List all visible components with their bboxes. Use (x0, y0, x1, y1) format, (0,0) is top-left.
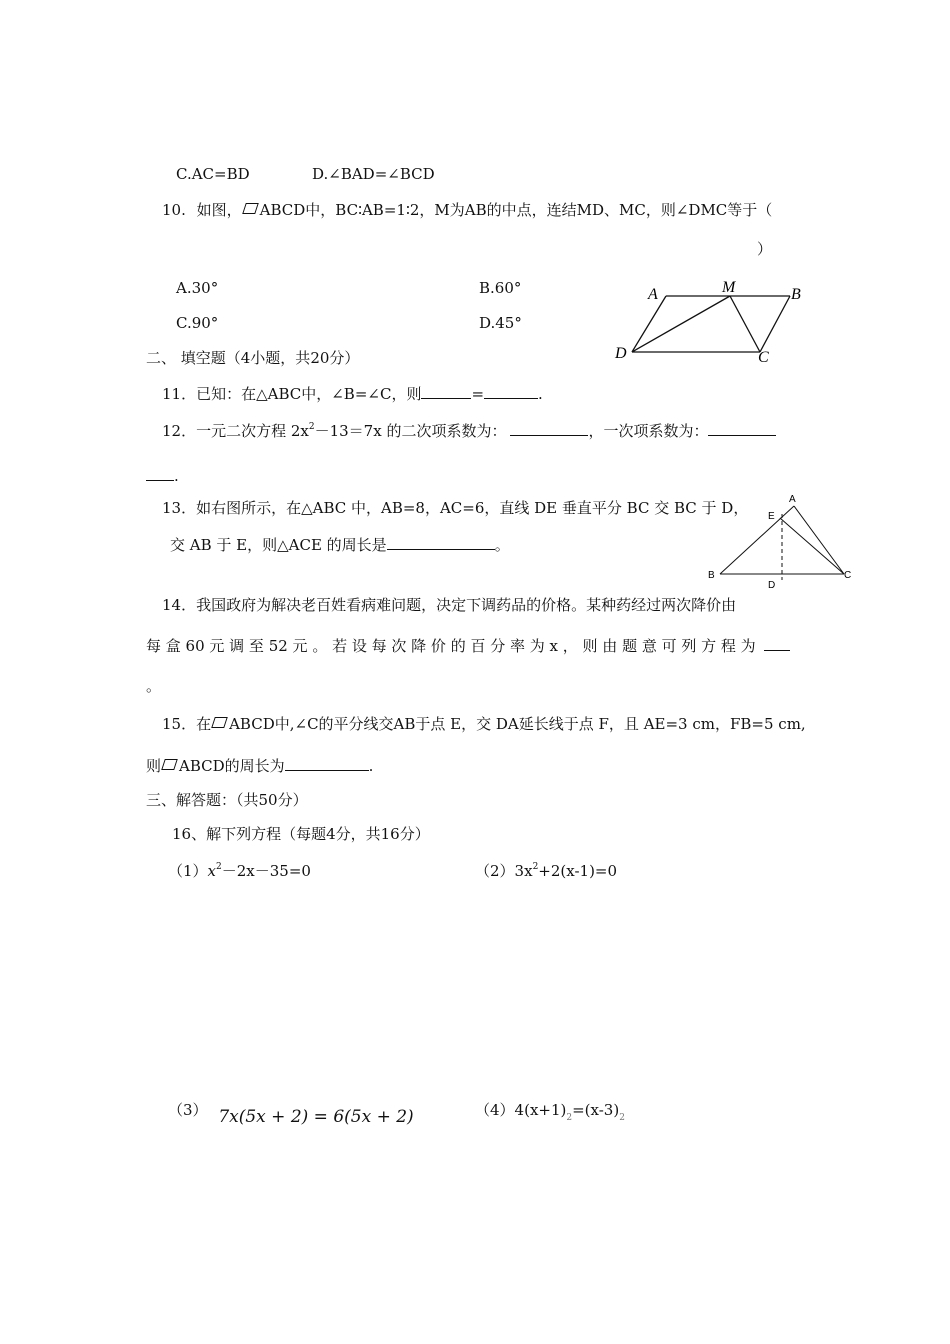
q10-option-a: A.30° (176, 279, 219, 297)
fig2-label-a: A (789, 494, 796, 505)
q11-question (162, 384, 543, 404)
q12-continued (146, 466, 179, 486)
q15-part3: AB于点 E，交 DA延长线于点 F，且 AE=3 cm，FB=5 cm, (393, 715, 806, 733)
q16-equation-4 (475, 1100, 625, 1128)
fig1-label-b: B (791, 286, 801, 303)
q12-text-2: －13＝7x 的二次项系数为： (314, 422, 507, 440)
triangle-figure (700, 488, 860, 592)
eq3-label: （3） (168, 1101, 208, 1119)
q12-text-1: 12．一元二次方程 2x (162, 422, 309, 440)
q10-part4: MD、MC，则∠DMC等于（ (576, 201, 773, 219)
eq4-sub-1: 2 (566, 1113, 573, 1123)
parallelogram-icon (242, 203, 259, 214)
fig1-label-d: D (615, 345, 627, 362)
q15-line-2 (146, 756, 373, 776)
q10-option-b: B.60° (479, 279, 522, 297)
fig2-label-d: D (768, 580, 776, 591)
parallelogram-icon (211, 717, 228, 728)
eq1-sup: 2 (216, 862, 222, 872)
q10-number: 10. (162, 201, 186, 219)
parallelogram-icon (161, 759, 178, 770)
eq4-mid: =(x-3) (572, 1101, 620, 1119)
q11-text: 11．已知：在△ABC中，∠B=∠C，则 (162, 385, 422, 403)
q14-line-3: 。 (146, 677, 162, 695)
fig1-label-c: C (758, 349, 769, 366)
q15-line-1 (162, 714, 806, 734)
q16-title: 16、解下列方程（每题4分，共16分） (172, 825, 430, 843)
q15-part2: ABCD中,∠C的平分线交 (229, 715, 394, 733)
parallelogram-figure (610, 276, 810, 368)
section-2-heading: 二、 填空题（4小题，共20分） (146, 349, 360, 367)
q15-blank[interactable] (285, 756, 369, 771)
q12-question (162, 421, 776, 441)
q11-blank-1[interactable] (421, 384, 471, 399)
eq2-a: 3x (514, 862, 533, 880)
fig2-label-b: B (708, 570, 715, 581)
q11-end: . (538, 385, 543, 403)
q10-intro: 如图， (196, 201, 242, 219)
eq1-x: x (207, 862, 217, 880)
q12-blank-2[interactable] (708, 421, 776, 436)
q11-blank-2[interactable] (484, 384, 538, 399)
q10-option-c: C.90° (176, 314, 219, 332)
q13-line-2 (170, 535, 510, 555)
q10-close-paren: ） (757, 240, 773, 258)
eq4-sub-2: 2 (619, 1113, 625, 1123)
q10-question (162, 200, 772, 220)
q14-text: 每 盒 60 元 调 至 52 元 。 若 设 每 次 降 价 的 百 分 率 为 x ， 则 由 题 意 可 列 方 程 为 (146, 637, 756, 655)
q12-text-3: ，一次项系数为： (588, 422, 709, 440)
q13-line-1: 13．如右图所示，在△ABC 中，AB=8，AC=6，直线 DE 垂直平分 BC 交 BC 于 D， (162, 499, 749, 517)
q16-equation-3 (168, 1100, 414, 1127)
q12-sup: 2 (308, 422, 315, 432)
q15-part1: 15．在 (162, 715, 212, 733)
q13-blank[interactable] (387, 535, 495, 550)
fig1-label-a: A (648, 286, 658, 303)
q16-equation-1 (168, 861, 311, 881)
q15-line2-a: 则 (146, 757, 162, 775)
q12-blank-2-cont[interactable] (146, 466, 174, 481)
eq3-expression: 7x(5x + 2) = 6(5x + 2) (218, 1107, 414, 1127)
q9-option-d: D.∠BAD=∠BCD (312, 165, 435, 183)
eq2-label: （2） (475, 862, 515, 880)
fig1-label-m: M (722, 279, 736, 296)
q10-option-d: D.45° (479, 314, 522, 332)
fig2-label-c: C (844, 570, 852, 581)
q10-part1: ABCD中， (259, 201, 336, 219)
q13-end: 。 (494, 536, 510, 554)
eq2-rest: +2(x-1)=0 (538, 862, 618, 880)
q14-blank[interactable] (764, 636, 790, 651)
q9-option-c: C.AC=BD (176, 165, 250, 183)
q11-equals: = (471, 385, 485, 403)
eq1-rest: －2x－35=0 (221, 862, 311, 880)
q15-line2-b: ABCD的周长为 (179, 757, 285, 775)
q12-blank-1[interactable] (510, 421, 588, 436)
q16-equation-2 (475, 861, 617, 881)
eq2-sup: 2 (532, 862, 539, 872)
q10-part2: BC∶AB=1∶2， (335, 201, 435, 219)
eq1-label: （1） (168, 862, 208, 880)
q14-line-1: 14．我国政府为解决老百姓看病难问题，决定下调药品的价格。某种药经过两次降价由 (162, 596, 737, 614)
fig2-label-e: E (768, 511, 775, 522)
q14-line-2 (146, 636, 790, 656)
eq4-label: （4） (475, 1101, 515, 1119)
section-3-heading: 三、解答题：（共50分） (146, 791, 308, 809)
q10-part3: M为AB的中点，连结 (434, 201, 577, 219)
q13-text: 交 AB 于 E，则△ACE 的周长是 (170, 536, 387, 554)
q15-end: . (368, 757, 374, 775)
q12-end: . (174, 467, 179, 485)
eq4-a: 4(x+1) (514, 1101, 567, 1119)
